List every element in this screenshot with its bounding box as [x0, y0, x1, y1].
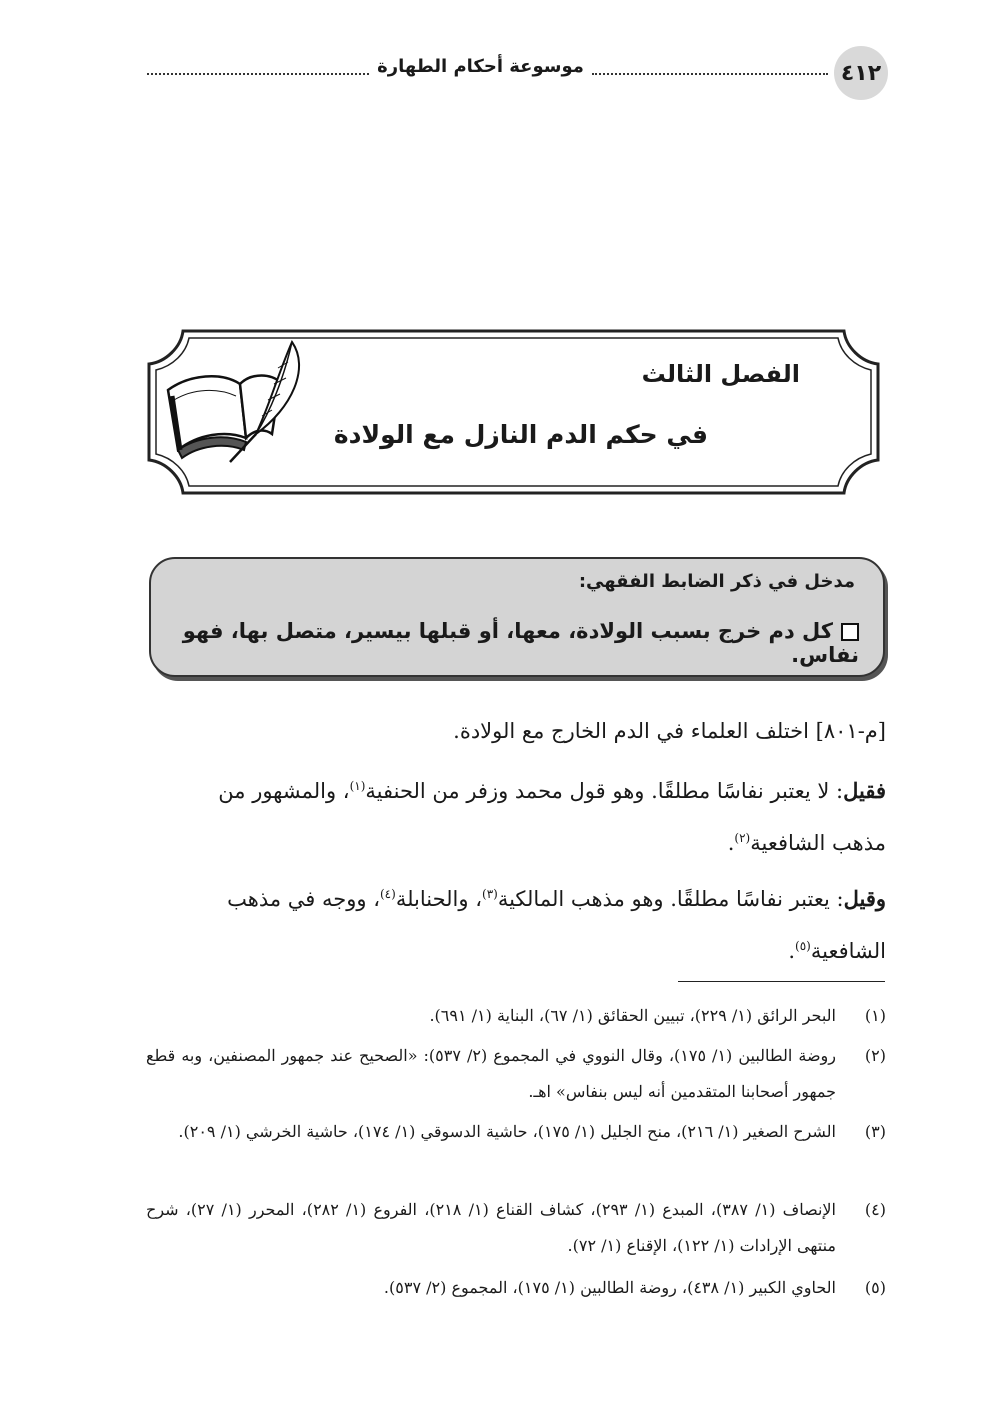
footnote-ref[interactable]: (١)	[349, 779, 366, 793]
footnote-number: (١)	[864, 1006, 886, 1025]
page-number: ٤١٢	[834, 46, 888, 100]
footnote	[146, 1192, 886, 1264]
opinion-lead: فقيل	[843, 778, 886, 803]
opinion-lead: وقيل	[843, 886, 886, 911]
footnote-ref[interactable]: (٥)	[795, 939, 811, 953]
header-dotted-rule	[592, 73, 828, 75]
paragraph-text: : لا يعتبر نفاسًا مطلقًا. وهو قول محمد وزفر من الحنفية	[365, 779, 844, 803]
rule-box	[149, 557, 885, 677]
rule-box-text	[169, 619, 859, 667]
footnote-number: (٣)	[864, 1122, 886, 1141]
footnote-number: (٥)	[864, 1278, 886, 1297]
paragraph-text: ، والمشهور من مذهب الشافعية	[218, 779, 886, 855]
header-book-title: موسوعة أحكام الطهارة	[377, 56, 584, 77]
footnote-text: الإنصاف (١/ ٣٨٧)، المبدع (١/ ٢٩٣)، كشاف القناع (١/ ٢١٨)، الفروع (١/ ٢٨٢)، المحرر (١/ ٢٧)، شرح منتهى الإرادات (١/ ١٢٢)، الإقناع (١/ ٧٢).	[146, 1200, 836, 1255]
footnote-number: (٤)	[864, 1200, 886, 1219]
footnote-ref[interactable]: (٤)	[379, 887, 396, 901]
footnote-ref[interactable]: (٢)	[734, 831, 751, 845]
rule-statement: كل دم خرج بسبب الولادة، معها، أو قبلها بيسير، متصل بها، فهو نفاس.	[182, 619, 859, 667]
rule-box-heading: مدخل في ذكر الضابط الفقهي:	[578, 571, 855, 592]
footnote-number: (٢)	[864, 1046, 886, 1065]
chapter-title: الفصل الثالث	[641, 360, 800, 388]
paragraph-text: : يعتبر نفاسًا مطلقًا. وهو مذهب المالكية	[497, 887, 844, 911]
footnote	[146, 1114, 886, 1150]
footnote-separator	[678, 981, 885, 982]
footnote-text: الحاوي الكبير (١/ ٤٣٨)، روضة الطالبين (١/ ١٧٥)، المجموع (٢/ ٥٣٧).	[383, 1278, 836, 1297]
header-dotted-rule	[147, 73, 369, 75]
paragraph-text: ، والحنابلة	[395, 887, 482, 911]
paragraph-first-opinion	[158, 765, 886, 869]
footnote-text: روضة الطالبين (١/ ١٧٥)، وقال النووي في المجموع (٢/ ٥٣٧): «الصحيح عند جمهور المصنفين، وبه قطع جمهور أصحابنا المتقدمين أنه ليس بنفاس» اهـ.	[146, 1046, 836, 1101]
paragraph-intro: [م-٨٠١] اختلف العلماء في الدم الخارج مع الولادة.	[453, 719, 886, 743]
footnote-text: الشرح الصغير (١/ ٢١٦)، منح الجليل (١/ ١٧٥)، حاشية الدسوقي (١/ ١٧٤)، حاشية الخرشي (١/ ٢٠٩).	[178, 1122, 836, 1141]
paragraph-text: .	[727, 831, 735, 855]
chapter-subtitle: في حكم الدم النازل مع الولادة	[333, 420, 708, 449]
paragraph-text: .	[788, 939, 796, 963]
book-quill-icon	[160, 338, 305, 466]
footnote-text: البحر الرائق (١/ ٢٢٩)، تبيين الحقائق (١/ ٦٧)، البناية (١/ ٦٩١).	[429, 1006, 836, 1025]
footnote	[146, 1270, 886, 1306]
paragraph-second-opinion	[158, 873, 886, 977]
footnote-ref[interactable]: (٣)	[482, 887, 498, 901]
footnote	[146, 1038, 886, 1110]
footnote	[146, 998, 886, 1034]
paragraph-text: ، ووجه في مذهب الشافعية	[227, 887, 886, 963]
checkbox-icon	[841, 623, 859, 641]
